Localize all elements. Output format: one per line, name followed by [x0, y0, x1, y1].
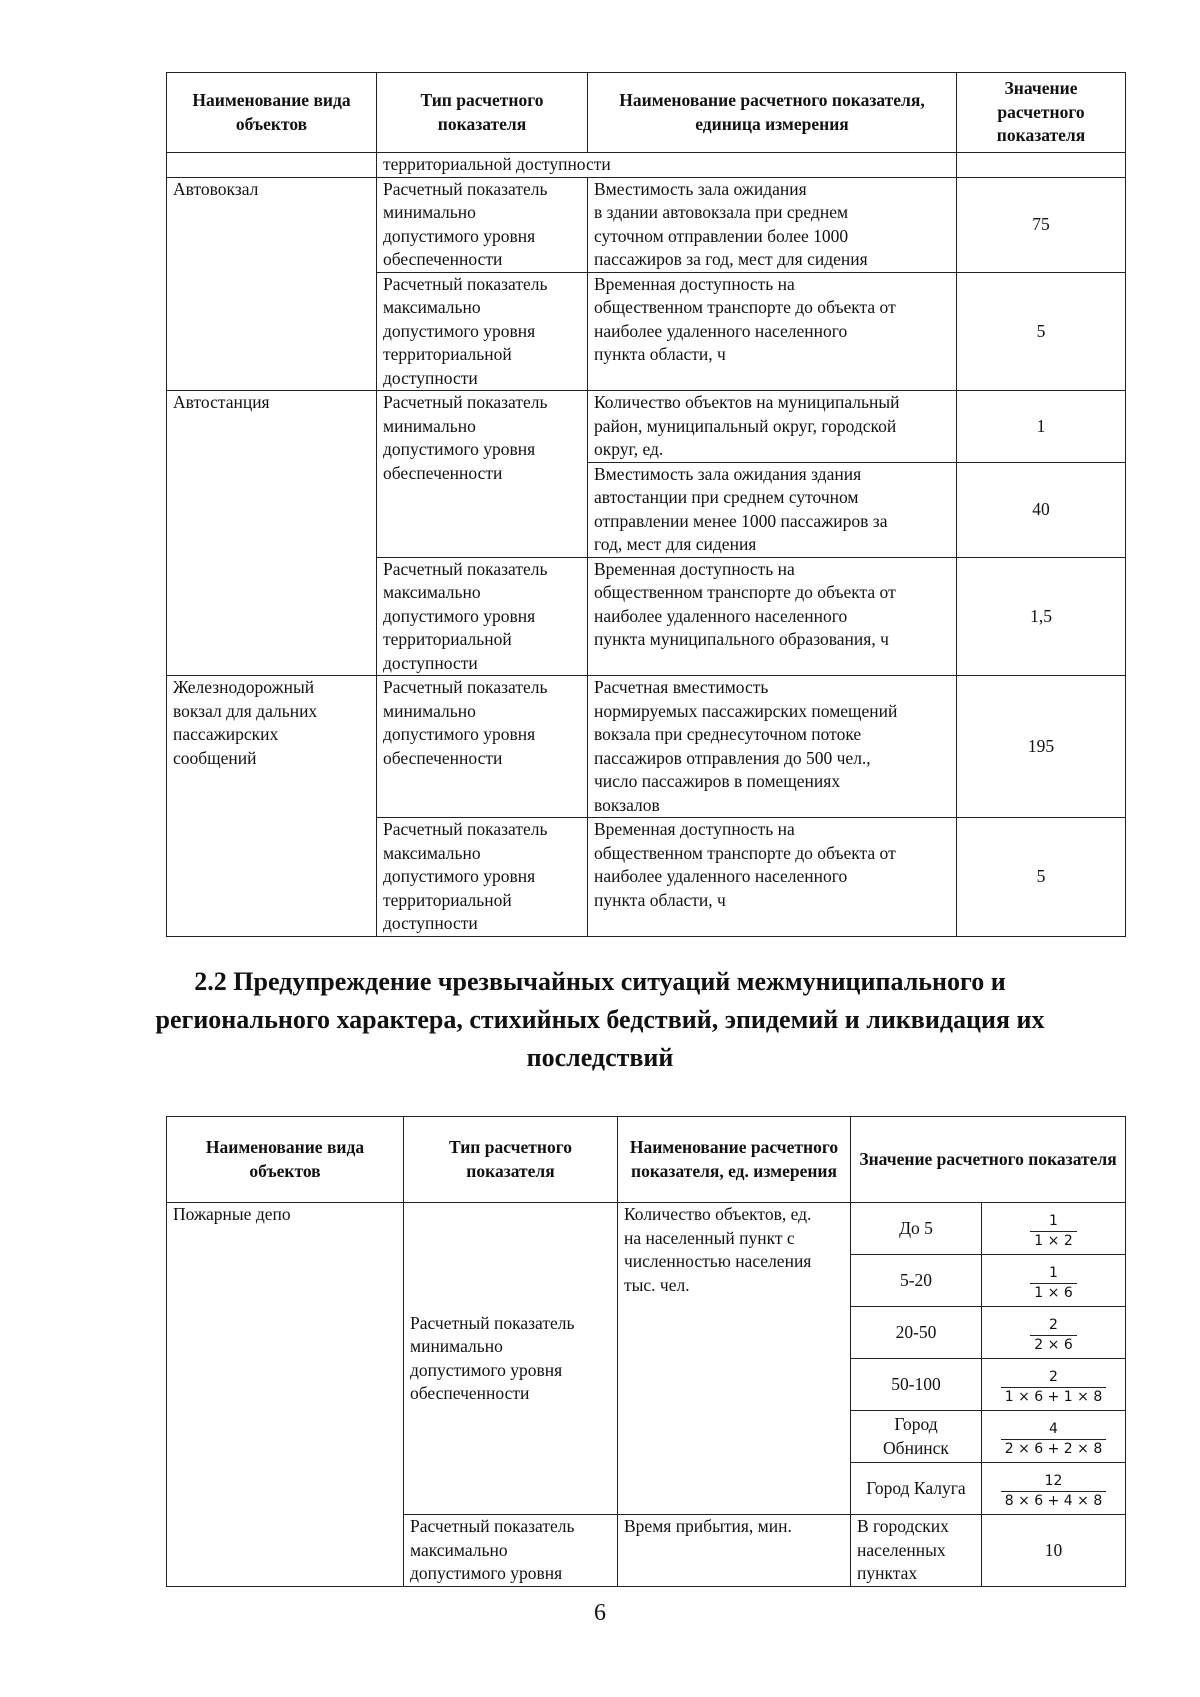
cell-indicator: Временная доступность на общественном транспорте до объекта от наиболее удаленного населенного пункта муниципального образования, ч	[588, 557, 957, 676]
cell-object: Автостанция	[167, 391, 377, 676]
table-header-row	[167, 73, 1126, 153]
cell-value: 75	[957, 177, 1126, 272]
cell-indicator: Количество объектов на муниципальный район, муниципальный округ, городской округ, ед.	[588, 391, 957, 463]
cell-range-value	[982, 1411, 1126, 1463]
fraction-numerator: 4	[1049, 1420, 1058, 1437]
table-row	[167, 1203, 1126, 1255]
cell-value: 1	[957, 391, 1126, 463]
cell-range-value	[982, 1203, 1126, 1255]
header-indicator-value: Значение расчетного показателя	[957, 73, 1126, 153]
fraction	[1030, 1265, 1076, 1302]
page-number: 6	[594, 1600, 606, 1626]
header-indicator-name: Наименование расчетного показателя, единица измерения	[588, 73, 957, 153]
cell-type: Расчетный показатель максимально допустимого уровня территориальной доступности	[377, 557, 588, 676]
fraction-numerator: 2	[1049, 1316, 1058, 1333]
fraction	[1030, 1213, 1076, 1250]
header-indicator-type: Тип расчетного показателя	[404, 1117, 618, 1203]
cell-range-value	[982, 1307, 1126, 1359]
table-row	[167, 153, 1126, 178]
cell-range-value	[982, 1255, 1126, 1307]
cell-value: 195	[957, 676, 1126, 818]
table-row	[167, 177, 1126, 272]
section-title: 2.2 Предупреждение чрезвычайных ситуаций межмуниципального и регионального характера, стихийных бедствий, эпидемий и ликвидация их последствий	[155, 967, 1045, 1072]
cell-range-label: Город Обнинск	[851, 1411, 982, 1463]
cell-object: Пожарные депо	[167, 1203, 404, 1587]
table-header-row	[167, 1117, 1126, 1203]
cell-indicator: Вместимость зала ожидания здания автостанции при среднем суточном отправлении менее 1000 пассажиров за год, мест для сидения	[588, 462, 957, 557]
fraction-numerator: 1	[1049, 1212, 1058, 1229]
fraction-numerator: 12	[1044, 1472, 1063, 1489]
fraction	[1001, 1421, 1107, 1458]
cell-type: Расчетный показатель минимально допустимого уровня обеспеченности	[377, 177, 588, 272]
fraction-denominator: 2 × 6	[1030, 1335, 1076, 1354]
fraction-denominator: 1 × 6	[1030, 1283, 1076, 1302]
fraction-numerator: 2	[1049, 1368, 1058, 1385]
cell-object: Автовокзал	[167, 177, 377, 391]
cell-empty	[167, 153, 377, 178]
cell-indicator: Вместимость зала ожидания в здании автовокзала при среднем суточном отправлении более 1000 пассажиров за год, мест для сидения	[588, 177, 957, 272]
header-indicator-name: Наименование расчетного показателя, ед. измерения	[618, 1117, 851, 1203]
cell-indicator: Количество объектов, ед. на населенный пункт с численностью населения тыс. чел.	[618, 1203, 851, 1515]
cell-empty	[957, 153, 1126, 178]
cell-indicator: Временная доступность на общественном транспорте до объекта от наиболее удаленного населенного пункта области, ч	[588, 818, 957, 937]
cell-indicator: Расчетная вместимость нормируемых пассажирских помещений вокзала при среднесуточном потоке пассажиров отправления до 500 чел., число пассажиров в помещениях вокзалов	[588, 676, 957, 818]
fraction-denominator: 8 × 6 + 4 × 8	[1001, 1491, 1107, 1510]
cell-type: Расчетный показатель максимально допустимого уровня территориальной доступности	[377, 818, 588, 937]
cell-type: Расчетный показатель минимально допустимого уровня обеспеченности	[377, 676, 588, 818]
cell-range-label: 50-100	[851, 1359, 982, 1411]
cell-type: Расчетный показатель минимально допустимого уровня обеспеченности	[404, 1203, 618, 1515]
fraction	[1030, 1317, 1076, 1354]
cell-range-label: До 5	[851, 1203, 982, 1255]
header-object-name: Наименование вида объектов	[167, 1117, 404, 1203]
cell-time-value: 10	[982, 1515, 1126, 1587]
table-row	[167, 676, 1126, 818]
cell-type: Расчетный показатель максимально допустимого уровня	[404, 1515, 618, 1587]
cell-time-label: В городских населенных пунктах	[851, 1515, 982, 1587]
cell-value: 5	[957, 818, 1126, 937]
cell-type: Расчетный показатель максимально допустимого уровня территориальной доступности	[377, 272, 588, 391]
cell-range-label: Город Калуга	[851, 1463, 982, 1515]
cell-indicator: Временная доступность на общественном транспорте до объекта от наиболее удаленного населенного пункта области, ч	[588, 272, 957, 391]
fraction-numerator: 1	[1049, 1264, 1058, 1281]
cell-continued-type: территориальной доступности	[377, 153, 957, 178]
cell-value: 1,5	[957, 557, 1126, 676]
cell-range-label: 5-20	[851, 1255, 982, 1307]
cell-object: Железнодорожный вокзал для дальних пассажирских сообщений	[167, 676, 377, 937]
cell-value: 5	[957, 272, 1126, 391]
header-object-name: Наименование вида объектов	[167, 73, 377, 153]
fraction-denominator: 1 × 2	[1030, 1231, 1076, 1250]
cell-range-value	[982, 1463, 1126, 1515]
header-indicator-value: Значение расчетного показателя	[851, 1117, 1126, 1203]
table-row	[167, 391, 1126, 463]
emergency-indicators-table	[166, 1116, 1126, 1587]
cell-range-label: 20-50	[851, 1307, 982, 1359]
cell-value: 40	[957, 462, 1126, 557]
header-indicator-type: Тип расчетного показателя	[377, 73, 588, 153]
cell-indicator: Время прибытия, мин.	[618, 1515, 851, 1587]
fraction-denominator: 2 × 6 + 2 × 8	[1001, 1439, 1107, 1458]
cell-type: Расчетный показатель минимально допустимого уровня обеспеченности	[377, 391, 588, 558]
fraction	[1001, 1473, 1107, 1510]
cell-range-value	[982, 1359, 1126, 1411]
fraction	[1001, 1369, 1107, 1406]
transport-indicators-table	[166, 72, 1126, 937]
fraction-denominator: 1 × 6 + 1 × 8	[1001, 1387, 1107, 1406]
